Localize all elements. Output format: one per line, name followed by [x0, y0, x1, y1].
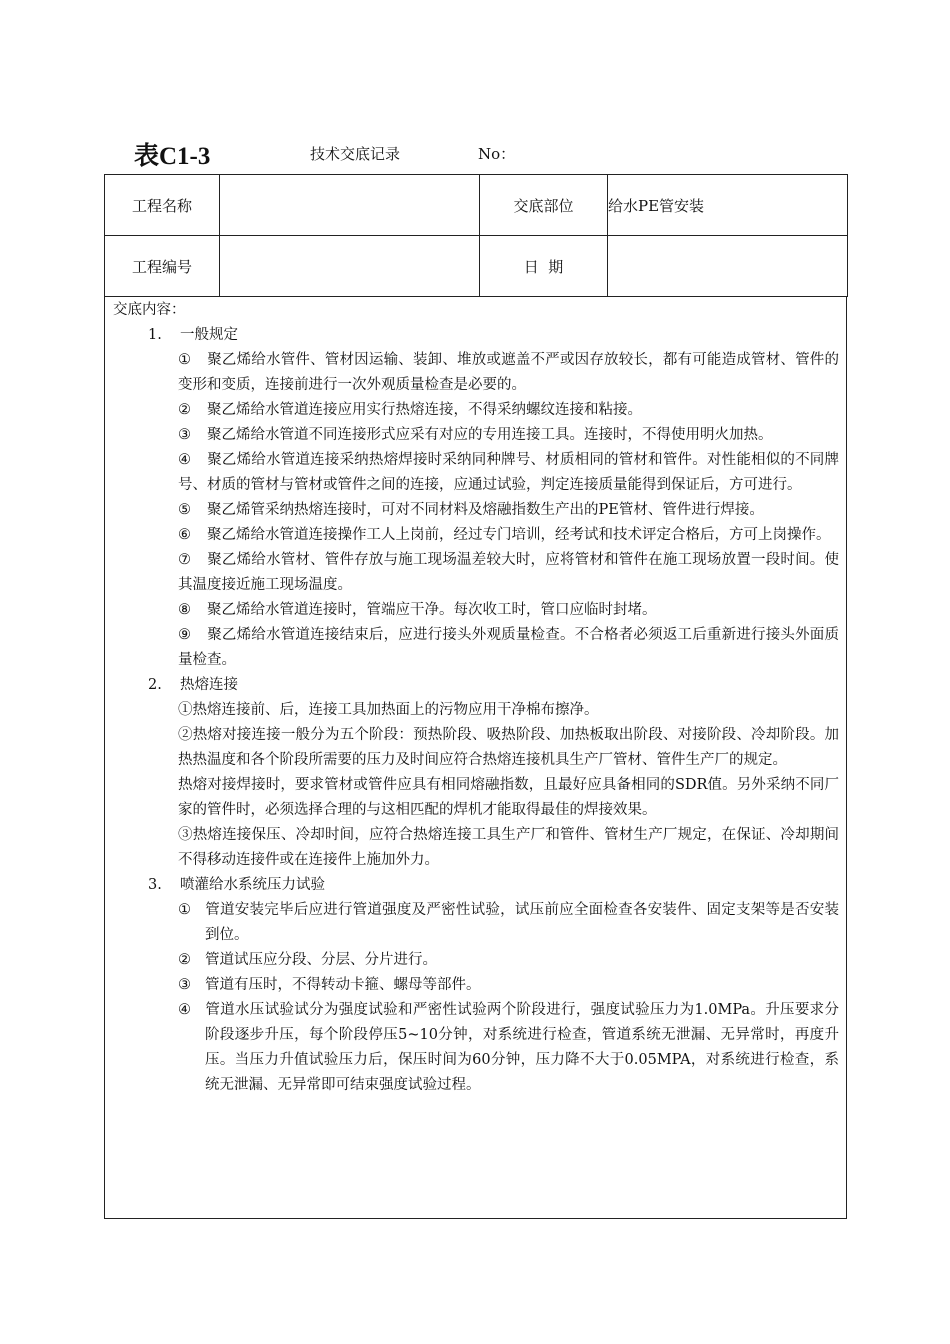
- list-item: ① 管道安装完毕后应进行管道强度及严密性试验，试压前应全面检查各安装件、固定支架等是否安装到位。: [178, 902, 839, 943]
- list-item: 热熔对接焊接时，要求管材或管件应具有相同熔融指数，且最好应具备相同的SDR值。另外采纳不同厂家的管件时，必须选择合理的与这相匹配的焊机才能取得最佳的焊接效果。: [178, 777, 839, 818]
- list-item: ② 聚乙烯给水管道连接应用实行热熔连接，不得采纳螺纹连接和粘接。: [178, 402, 642, 418]
- date-value: [608, 236, 848, 297]
- list-item: ② 管道试压应分段、分层、分片进行。: [178, 952, 437, 968]
- section-heading-3: 3. 喷灌给水系统压力试验: [148, 877, 325, 893]
- briefing-content: [113, 298, 839, 1098]
- list-item: ⑥ 聚乙烯给水管道连接操作工人上岗前，经过专门培训，经考试和技术评定合格后，方可上岗操作。: [178, 527, 831, 543]
- list-item: ⑨ 聚乙烯给水管道连接结束后，应进行接头外观质量检查。不合格者必须返工后重新进行接头外面质量检查。: [178, 627, 840, 668]
- section-heading-1: 1. 一般规定: [148, 327, 238, 343]
- list-item: ④ 管道水压试验试分为强度试验和严密性试验两个阶段进行，强度试验压力为1.0MPa。升压要求分阶段逐步升压，每个阶段停压5~10分钟，对系统进行检查，管道系统无泄漏、无异常时，再度升压。当压力升值试验压力后，保压时间为60分钟，压力降不大于0.05MPA，对系统进行检查，系统无泄漏、无异常即可结束强度试验过程。: [178, 1002, 839, 1093]
- list-item: ③ 聚乙烯给水管道不同连接形式应采有对应的专用连接工具。连接时，不得使用明火加热。: [178, 427, 773, 443]
- table-row: [105, 236, 848, 297]
- date-label: 日 期: [480, 236, 608, 297]
- form-header: [0, 132, 950, 172]
- location-label: 交底部位: [480, 175, 608, 236]
- list-item: ①热熔连接前、后，连接工具加热面上的污物应用干净棉布擦净。: [178, 702, 599, 718]
- document-title: 技术交底记录: [310, 145, 401, 163]
- list-item: ⑧ 聚乙烯给水管道连接时，管端应干净。每次收工时，管口应临时封堵。: [178, 602, 657, 618]
- form-code: 表C1-3: [134, 143, 211, 170]
- list-item: ⑦ 聚乙烯给水管材、管件存放与施工现场温差较大时，应将管材和管件在施工现场放置一段时间。使其温度接近施工现场温度。: [178, 552, 840, 593]
- list-item: ⑤ 聚乙烯管采纳热熔连接时，可对不同材料及熔融指数生产出的PE管材、管件进行焊接。: [178, 502, 764, 518]
- list-item: ③ 管道有压时，不得转动卡箍、螺母等部件。: [178, 977, 481, 993]
- project-name-label: 工程名称: [105, 175, 220, 236]
- section-heading-2: 2. 热熔连接: [148, 677, 238, 693]
- project-name-value: [220, 175, 480, 236]
- location-value: 给水PE管安装: [608, 175, 848, 236]
- list-item: ④ 聚乙烯给水管道连接采纳热熔焊接时采纳同种牌号、材质相同的管材和管件。对性能相似的不同牌号、材质的管材与管材或管件之间的连接，应通过试验，判定连接质量能得到保证后，方可进行。: [178, 452, 840, 493]
- list-item: ②热熔对接连接一般分为五个阶段：预热阶段、吸热阶段、加热板取出阶段、对接阶段、冷却阶段。加热热温度和各个阶段所需要的压力及时间应符合热熔连接机具生产厂管材、管件生产厂的规定。: [178, 727, 840, 768]
- project-info-table: [104, 174, 848, 297]
- list-item: ① 聚乙烯给水管件、管材因运输、装卸、堆放或遮盖不严或因存放较长，都有可能造成管材、管件的变形和变质，连接前进行一次外观质量检查是必要的。: [178, 352, 840, 393]
- content-lead: 交底内容：: [113, 302, 186, 318]
- document-number-label: No：: [478, 145, 516, 163]
- table-row: [105, 175, 848, 236]
- list-item: ③热熔连接保压、冷却时间，应符合热熔连接工具生产厂和管件、管材生产厂规定，在保证、冷却期间不得移动连接件或在连接件上施加外力。: [178, 827, 840, 868]
- project-number-label: 工程编号: [105, 236, 220, 297]
- project-number-value: [220, 236, 480, 297]
